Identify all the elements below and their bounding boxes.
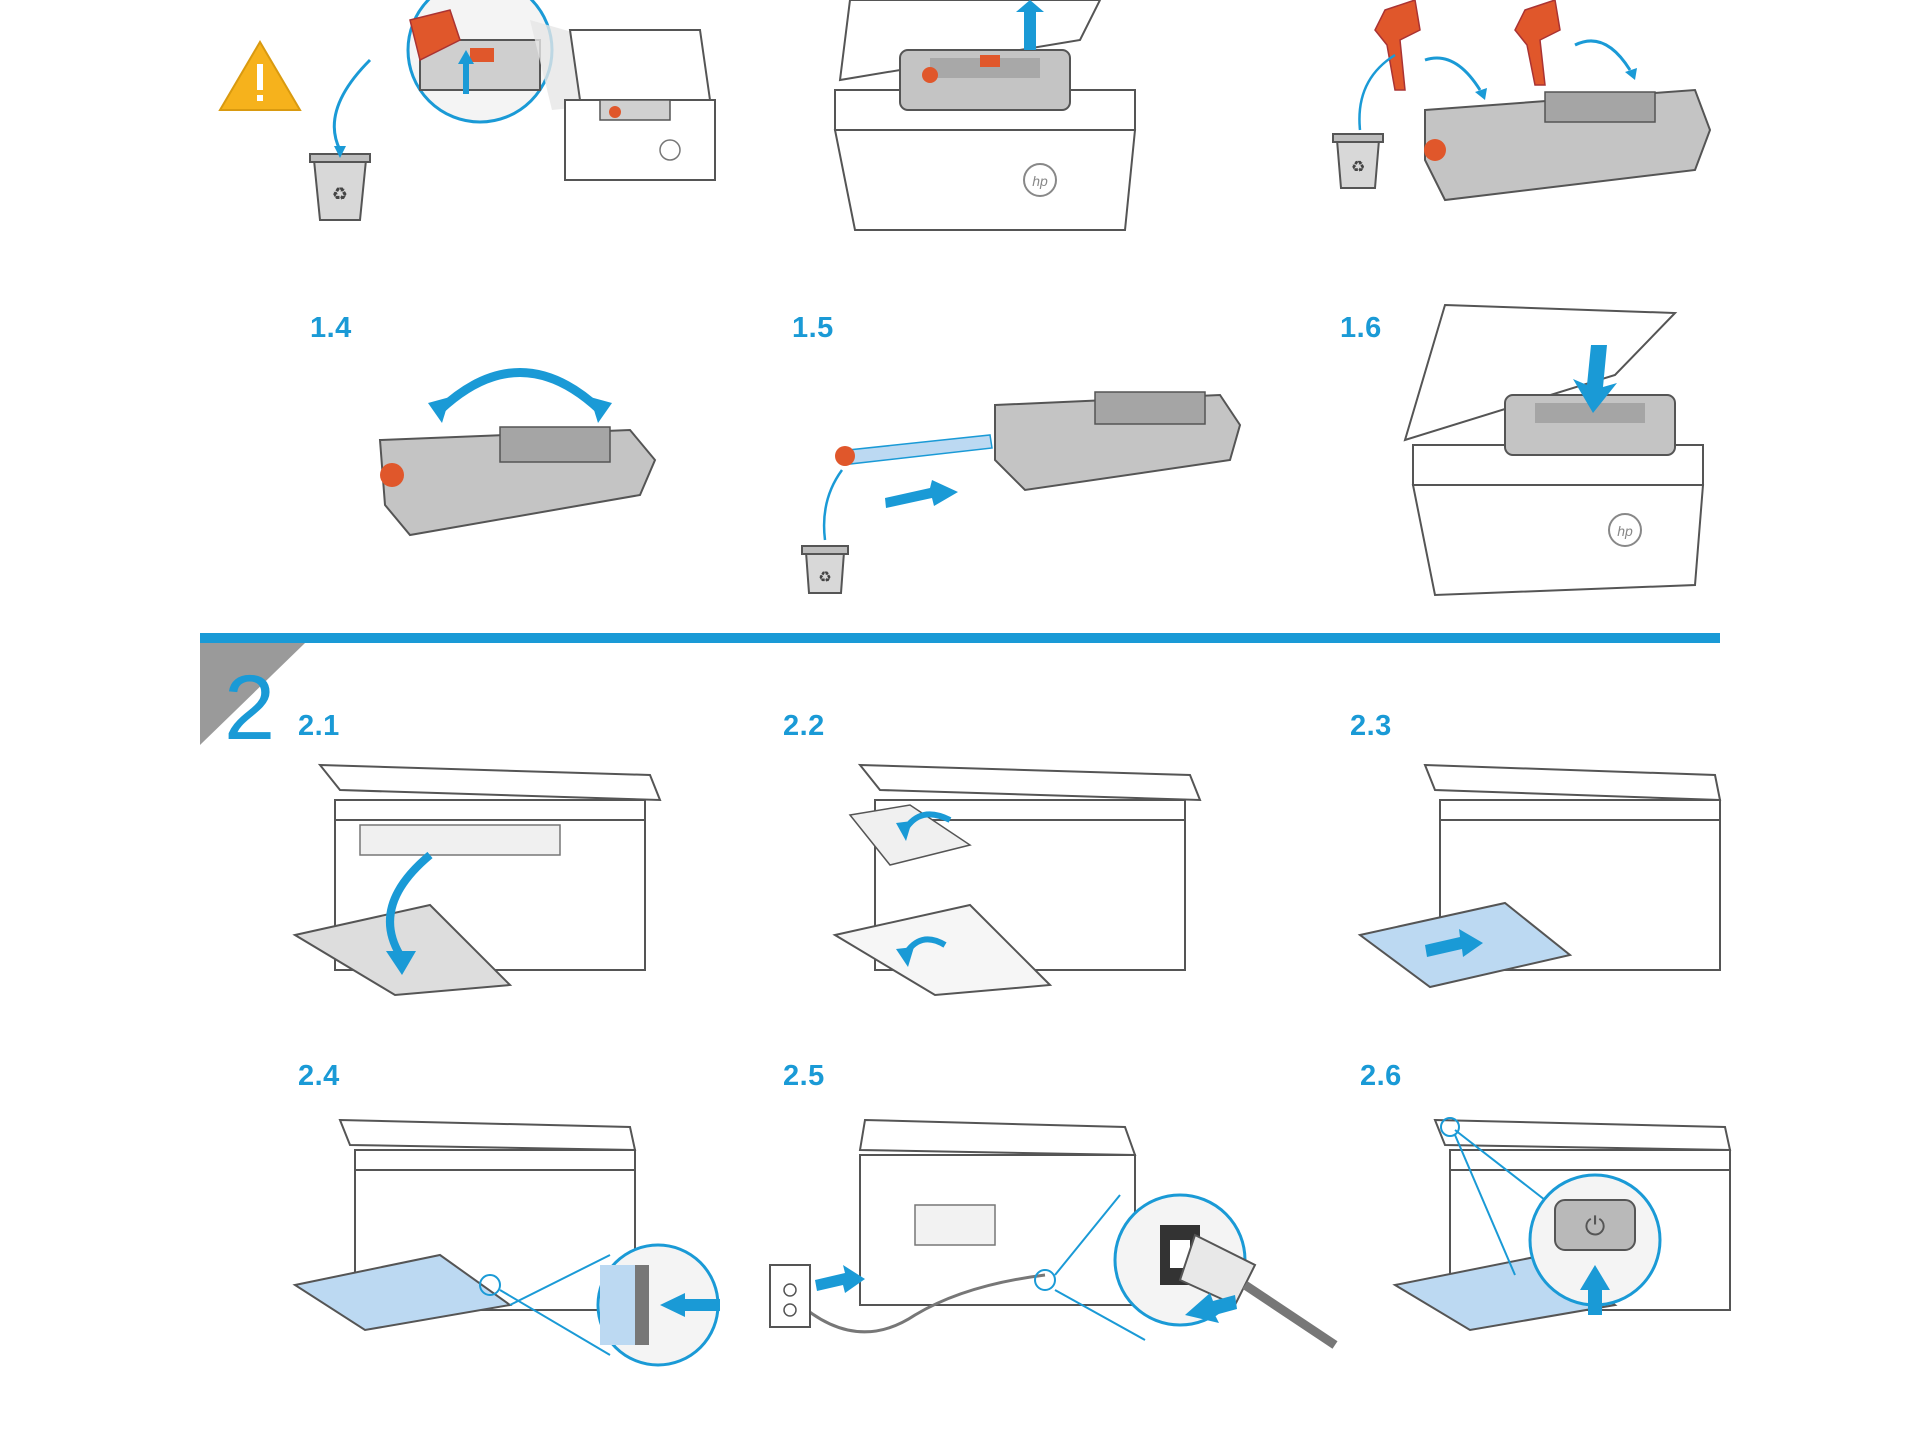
step-label: 1.4 (310, 312, 352, 344)
step-label: 2.1 (298, 710, 340, 742)
tape-pull-icon (408, 0, 552, 122)
svg-text:hp: hp (1617, 523, 1633, 539)
step-label: 1.6 (1340, 312, 1382, 344)
svg-text:hp: hp (1032, 173, 1048, 189)
toner-cartridge-icon (1424, 90, 1710, 200)
printer-open-lid-icon (1405, 305, 1703, 595)
orange-clips-icon (1375, 0, 1560, 90)
recycle-bin-icon (310, 154, 370, 220)
step-label: 2.6 (1360, 1060, 1402, 1092)
step-1-5-illustration (790, 380, 1250, 600)
printer-rear-icon (860, 1120, 1135, 1305)
step-1-4-illustration (370, 345, 670, 545)
recycle-bin-icon (1333, 134, 1383, 188)
printer-open-lid-icon (835, 0, 1135, 230)
warning-icon (220, 42, 300, 110)
wall-outlet-icon (770, 1265, 810, 1327)
section-number: 2 (224, 657, 276, 759)
step-1-2-illustration (830, 0, 1160, 250)
step-2-5-illustration (765, 1115, 1345, 1360)
step-1-1-illustration (200, 0, 720, 240)
toner-cartridge-icon (380, 427, 655, 535)
step-label: 1.5 (792, 312, 834, 344)
svg-text:♻: ♻ (818, 568, 832, 586)
step-2-3-illustration (1355, 755, 1735, 995)
svg-text:♻: ♻ (331, 184, 349, 205)
toner-cartridge-icon (995, 392, 1240, 490)
step-2-4-illustration (290, 1115, 730, 1355)
seal-strip-icon (835, 435, 992, 466)
step-2-6-illustration (1395, 1115, 1735, 1345)
step-2-1-illustration (290, 755, 670, 995)
svg-text:♻: ♻ (1350, 157, 1366, 176)
recycle-bin-icon (802, 546, 848, 593)
step-label: 2.4 (298, 1060, 340, 1092)
section-divider (200, 633, 1720, 643)
svg-text:⏻: ⏻ (1584, 1212, 1606, 1242)
step-label: 2.5 (783, 1060, 825, 1092)
paper-guide-zoom-icon (598, 1245, 720, 1365)
power-cord-icon (1115, 1195, 1335, 1345)
step-label: 2.3 (1350, 710, 1392, 742)
step-1-6-illustration (1395, 305, 1715, 605)
step-2-2-illustration (830, 755, 1210, 995)
step-1-3-illustration (1315, 0, 1715, 210)
printer-open-lid-icon (565, 30, 715, 180)
shake-arrow-icon (428, 373, 612, 424)
step-label: 2.2 (783, 710, 825, 742)
